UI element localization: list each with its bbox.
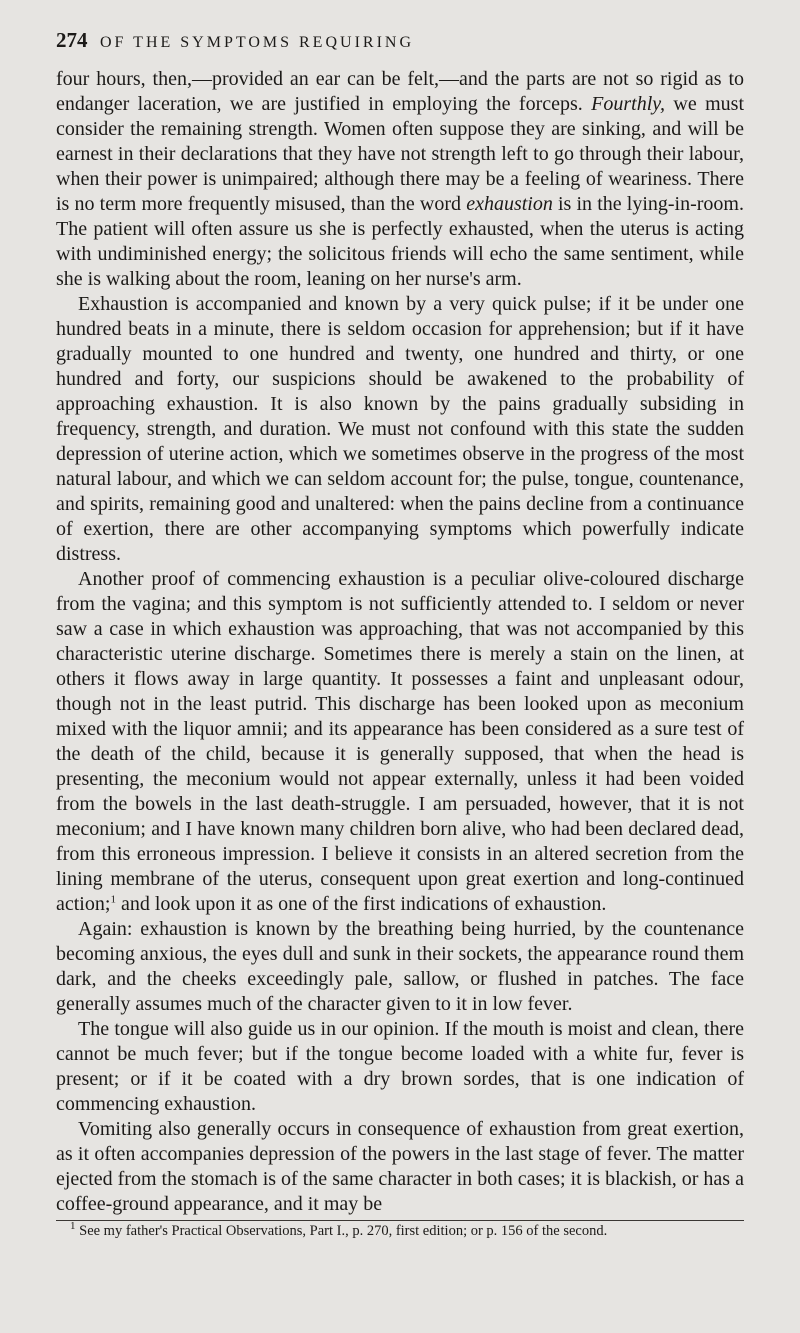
paragraph xyxy=(56,67,744,292)
italic-text: Fourthly, xyxy=(591,93,666,115)
text-run: four hours, then,—provided an ear can be felt,—and the parts are not so rigid as to endanger laceration, we are justified in employing the forceps. xyxy=(56,68,744,115)
paragraph xyxy=(56,917,744,1017)
running-head xyxy=(56,28,744,53)
footnote-divider xyxy=(56,1220,744,1221)
text-run: The tongue will also guide us in our opinion. If the mouth is moist and clean, there cannot be much fever; but if the tongue become loaded with a white fur, fever is present; or if it be coated with a dry brown sordes, that is one indication of commencing exhaustion. xyxy=(56,1018,744,1115)
italic-text: exhaustion xyxy=(466,193,553,215)
running-head-title: OF THE SYMPTOMS REQUIRING xyxy=(100,34,414,51)
footnote xyxy=(56,1220,744,1240)
paragraph xyxy=(56,1017,744,1117)
paragraph xyxy=(56,292,744,567)
text-run: we must consider the remaining strength. Women often suppose they are sinking, and will be earnest in their declarations that they have not strength left to go through their labour, when their power is unimpaired; although there may be a feeling of weariness. There is no term more frequently misused, than the word xyxy=(56,93,745,215)
text-run: Exhaustion is accompanied and known by a very quick pulse; if it be under one hundred beats in a minute, there is seldom occasion for apprehension; but if it have gradually mounted to one hundred and twenty, one hundred and thirty, or one hundred and forty, our suspicions should be awakened to the probability of approaching exhaustion. It is also known by the pains gradually subsiding in frequency, strength, and duration. We must not confound with this state the sudden depression of uterine action, which we sometimes observe in the progress of the most natural labour, and which we can seldom account for; the pulse, tongue, countenance, and spirits, remaining good and unaltered: when the pains decline from a continuance of exertion, there are other accompanying symptoms which powerfully indicate distress. xyxy=(56,293,744,565)
text-run: and look upon it as one of the first indications of exhaustion. xyxy=(115,893,607,915)
footnote-reference: 1 xyxy=(110,893,116,906)
footnote-text: See my father's Practical Observations, Part I., p. 270, first edition; or p. 156 of the second. xyxy=(75,1223,608,1239)
page-number: 274 xyxy=(56,28,88,52)
text-run: Again: exhaustion is known by the breathing being hurried, by the countenance becoming anxious, the eyes dull and sunk in their sockets, the appearance round them dark, and the cheeks exceedingly pale, sallow, or flushed in patches. The face generally assumes much of the character given to it in low fever. xyxy=(56,918,744,1015)
footnote-marker: 1 xyxy=(70,1220,76,1233)
text-run: Another proof of commencing exhaustion is a peculiar olive-coloured discharge from the vagina; and this symptom is not sufficiently attended to. I seldom or never saw a case in which exhaustion was approaching, that was not accompanied by this characteristic uterine discharge. Sometimes there is merely a stain on the linen, at others it flows away in large quantity. It possesses a faint and unpleasant odour, though not in the least putrid. This discharge has been looked upon as meconium mixed with the liquor amnii; and its appearance has been considered as a sure test of the death of the child, because it is generally supposed, that when the head is presenting, the meconium would not appear externally, unless it had been voided from the bowels in the last death-struggle. I am persuaded, however, that it is not meconium; and I have known many children born alive, who had been declared dead, from this erroneous impression. I believe it consists in an altered secretion from the lining membrane of the uterus, consequent upon great exertion and long-continued action; xyxy=(56,568,744,915)
text-run: is in the lying-in-room. The patient will often assure us she is perfectly exhausted, when the uterus is acting with undiminished energy; the solicitous friends will echo the same sentiment, while she is walking about the room, leaning on her nurse's arm. xyxy=(56,193,744,290)
text-run: Vomiting also generally occurs in consequence of exhaustion from great exertion, as it often accompanies depression of the powers in the last stage of fever. The matter ejected from the stomach is of the same character in both cases; it is blackish, or has a coffee-ground appearance, and it may be xyxy=(56,1118,744,1215)
body-text xyxy=(56,67,744,1217)
paragraph xyxy=(56,567,744,917)
paragraph xyxy=(56,1117,744,1217)
